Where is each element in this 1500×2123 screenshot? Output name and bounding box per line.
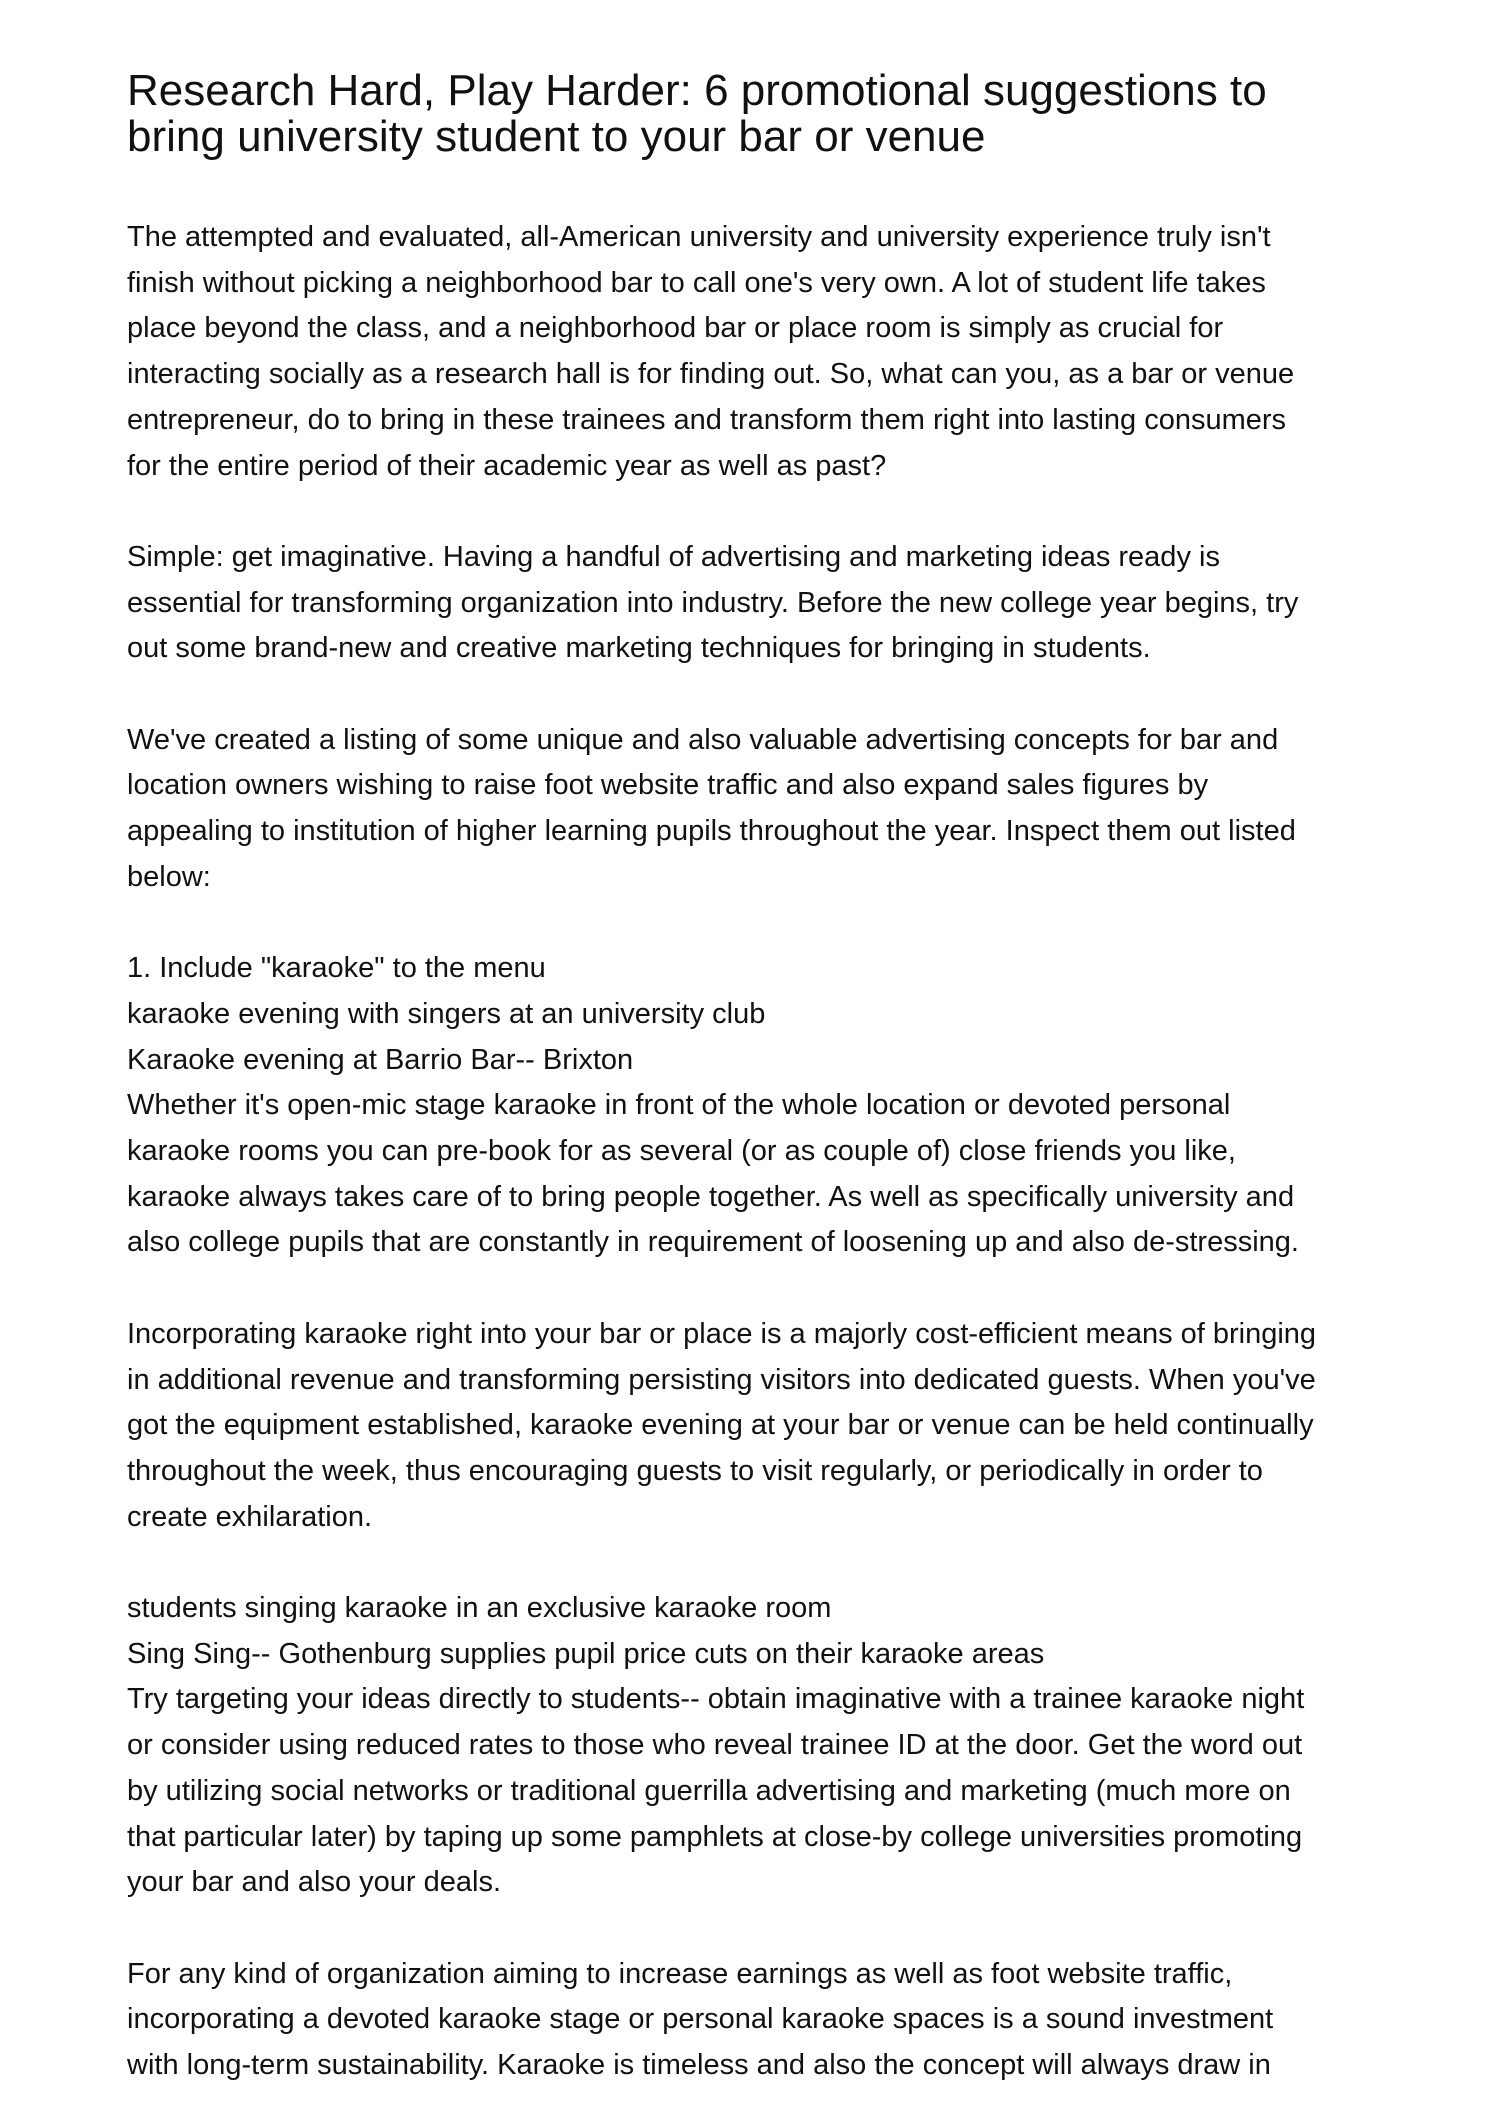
title-line: Research Hard, Play Harder: 6 promotional suggestions to (127, 66, 1267, 115)
text-line: incorporating a devoted karaoke stage or personal karaoke spaces is a sound investment (127, 2003, 1274, 2036)
text-line: in additional revenue and transforming persisting visitors into dedicated guests. When you've (127, 1363, 1316, 1396)
text-line: with long-term sustainability. Karaoke is timeless and also the concept will always draw in (127, 2049, 1271, 2082)
text-line: your bar and also your deals. (127, 1866, 501, 1899)
text-line: that particular later) by taping up some pamphlets at close-by college universities promoting (127, 1820, 1303, 1853)
text-line: Whether it's open-mic stage karaoke in front of the whole location or devoted personal (127, 1089, 1231, 1122)
section-heading: 1. Include "karaoke" to the menu (127, 952, 546, 985)
text-line: Try targeting your ideas directly to students-- obtain imaginative with a trainee karaoke night (127, 1683, 1305, 1716)
text-line: place beyond the class, and a neighborhood bar or place room is simply as crucial for (127, 312, 1224, 345)
text-line: karaoke rooms you can pre-book for as several (or as couple of) close friends you like, (127, 1135, 1236, 1168)
text-line: create exhilaration. (127, 1500, 373, 1533)
image-caption: karaoke evening with singers at an university club (127, 997, 766, 1030)
paragraph-listing (127, 718, 1397, 901)
text-line: for the entire period of their academic year as well as past? (127, 449, 887, 482)
document-page (127, 68, 1397, 2089)
text-line: interacting socially as a research hall is for finding out. So, what can you, as a bar or venue (127, 358, 1295, 391)
image-caption: Karaoke evening at Barrio Bar-- Brixton (127, 1043, 634, 1076)
text-line: The attempted and evaluated, all-American university and university experience truly isn't (127, 221, 1271, 253)
text-line: entrepreneur, do to bring in these trainees and transform them right into lasting consumers (127, 403, 1287, 436)
text-line: below: (127, 860, 211, 893)
text-line: Incorporating karaoke right into your bar or place is a majorly cost-efficient means of bringing (127, 1317, 1317, 1350)
text-line: or consider using reduced rates to those who reveal trainee ID at the door. Get the word out (127, 1729, 1303, 1762)
text-line: finish without picking a neighborhood bar to call one's very own. A lot of student life takes (127, 266, 1266, 299)
image-caption: students singing karaoke in an exclusive karaoke room (127, 1592, 832, 1625)
text-line: also college pupils that are constantly in requirement of loosening up and also de-stressing. (127, 1226, 1299, 1259)
text-line: got the equipment established, karaoke evening at your bar or venue can be held continually (127, 1409, 1314, 1442)
paragraph-simple (127, 535, 1397, 672)
text-line: We've created a listing of some unique and also valuable advertising concepts for bar and (127, 723, 1279, 756)
title-line: bring university student to your bar or venue (127, 112, 986, 161)
text-line: location owners wishing to raise foot website traffic and also expand sales figures by (127, 769, 1209, 802)
text-line: out some brand-new and creative marketing techniques for bringing in students. (127, 632, 1151, 665)
paragraph-targeting (127, 1586, 1397, 1906)
section-karaoke (127, 946, 1397, 1266)
image-caption: Sing Sing-- Gothenburg supplies pupil price cuts on their karaoke areas (127, 1637, 1045, 1670)
text-line: Simple: get imaginative. Having a handful of advertising and marketing ideas ready is (127, 540, 1220, 573)
text-line: karaoke always takes care of to bring people together. As well as specifically university and (127, 1180, 1295, 1213)
page-title (127, 68, 1397, 160)
text-line: throughout the week, thus encouraging guests to visit regularly, or periodically in order to (127, 1454, 1263, 1487)
text-line: appealing to institution of higher learning pupils throughout the year. Inspect them out listed (127, 815, 1296, 848)
text-line: by utilizing social networks or traditional guerrilla advertising and marketing (much more on (127, 1774, 1291, 1807)
paragraph-investment (127, 1952, 1397, 2089)
text-line: For any kind of organization aiming to increase earnings as well as foot website traffic, (127, 1957, 1233, 1990)
paragraph-intro (127, 215, 1397, 489)
paragraph-incorporating (127, 1312, 1397, 1541)
text-line: essential for transforming organization into industry. Before the new college year begins, try (127, 586, 1299, 619)
